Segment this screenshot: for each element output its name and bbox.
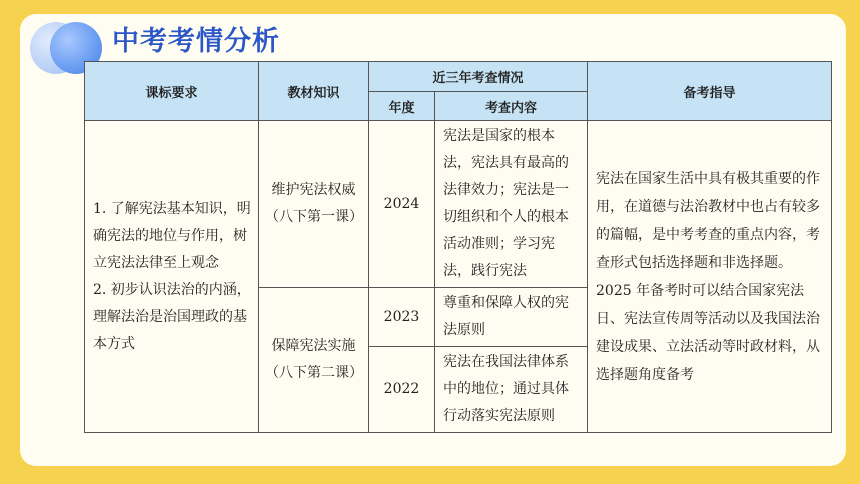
header-situation: 近三年考查情况 (369, 62, 588, 92)
content-cell: 宪法是国家的根本法，宪法具有最高的法律效力；宪法是一切组织和个人的根本活动准则；学习宪法，践行宪法 (435, 121, 588, 288)
year-cell: 2024 (369, 121, 435, 288)
standard-item-2: 2. 初步认识法治的内涵，理解法治是治国理政的基本方式 (93, 281, 251, 352)
header-knowledge: 教材知识 (259, 62, 369, 121)
guide-cell: 宪法在国家生活中具有极其重要的作用，在道德与法治教材中也占有较多的篇幅，是中考考查的重点内容，考查形式包括选择题和非选择题。2025 年备考时可以结合国家宪法日、宪法宣传周等活动以及我国法治建设成果、立法活动等时政材料，从选择题角度备考 (588, 121, 832, 433)
standard-cell (85, 121, 259, 433)
year-cell: 2022 (369, 347, 435, 433)
header-content: 考查内容 (435, 92, 588, 121)
content-cell: 宪法在我国法律体系中的地位；通过具体行动落实宪法原则 (435, 347, 588, 433)
exam-analysis-table (84, 61, 832, 433)
page-title: 中考考情分析 (112, 26, 280, 57)
header-guide: 备考指导 (588, 62, 832, 121)
year-cell: 2023 (369, 288, 435, 347)
table-row (85, 121, 832, 288)
header-row (85, 62, 832, 92)
header-standard: 课标要求 (85, 62, 259, 121)
knowledge-cell-2: 保障宪法实施（八下第二课） (259, 288, 369, 433)
knowledge-cell-1: 维护宪法权威（八下第一课） (259, 121, 369, 288)
content-cell: 尊重和保障人权的宪法原则 (435, 288, 588, 347)
standard-item-1: 1. 了解宪法基本知识，明确宪法的地位与作用，树立宪法法律至上观念 (93, 200, 251, 271)
header-year: 年度 (369, 92, 435, 121)
